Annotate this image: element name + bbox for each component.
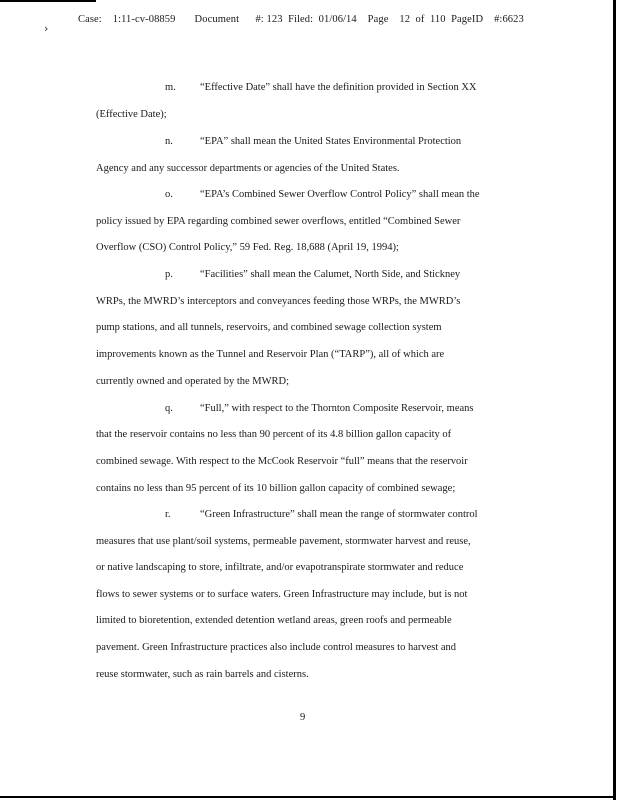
paragraph-line: currently owned and operated by the MWRD; [96, 376, 290, 387]
paragraph-line: that the reservoir contains no less than 90 percent of its 4.8 billion gallon capacity of [96, 429, 452, 440]
total-pages: 110 [429, 14, 446, 25]
paragraph-line: measures that use plant/soil systems, permeable pavement, stormwater harvest and reuse, [96, 536, 471, 547]
pageid: #:6623 [494, 14, 524, 25]
paragraph-line: pavement. Green Infrastructure practices also include control measures to harvest and [96, 642, 457, 653]
case-label: Case: [78, 14, 102, 25]
case-number: 1:11-cv-08859 [112, 14, 176, 25]
paragraph-line: flows to sewer systems or to surface waters. Green Infrastructure may include, but is not [96, 589, 468, 600]
paragraph-line: (Effective Date); [96, 109, 167, 120]
paragraph-line: “Effective Date” shall have the definition provided in Section XX [200, 82, 477, 93]
paragraph-letter: o. [165, 189, 173, 200]
paragraph-line: limited to bioretention, extended detention wetland areas, green roofs and permeable [96, 615, 452, 626]
page-footer-number: 9 [300, 712, 306, 723]
paragraph-line: “EPA” shall mean the United States Environmental Protection [200, 136, 462, 147]
paragraph-line: policy issued by EPA regarding combined sewer overflows, entitled “Combined Sewer [96, 216, 461, 227]
scan-border-right [613, 0, 616, 800]
paragraph-line: “Green Infrastructure” shall mean the range of stormwater control [200, 509, 478, 520]
paragraph-line: contains no less than 95 percent of its 10 billion gallon capacity of combined sewage; [96, 483, 456, 494]
paragraph-line: Overflow (CSO) Control Policy,” 59 Fed. Reg. 18,688 (April 19, 1994); [96, 242, 399, 253]
paragraph-line: Agency and any successor departments or agencies of the United States. [96, 163, 400, 174]
filed-label: Filed: [288, 14, 314, 25]
paragraph-line: WRPs, the MWRD’s interceptors and conveyances feeding those WRPs, the MWRD’s [96, 296, 461, 307]
scan-border-bottom [0, 796, 616, 798]
paragraph-letter: n. [165, 136, 173, 147]
case-header [78, 14, 524, 25]
margin-mark: › [44, 22, 49, 35]
of-label: of [415, 14, 425, 25]
paragraph-letter: q. [165, 403, 173, 414]
paragraph-line: “EPA’s Combined Sewer Overflow Control Policy” shall mean the [200, 189, 480, 200]
paragraph-line: “Facilities” shall mean the Calumet, North Side, and Stickney [200, 269, 461, 280]
document-label: Document [194, 14, 240, 25]
page-label: Page [367, 14, 389, 25]
pageid-label: PageID [451, 14, 484, 25]
filed-date: 01/06/14 [318, 14, 357, 25]
paragraph-line: combined sewage. With respect to the McCook Reservoir “full” means that the reservoir [96, 456, 468, 467]
paragraph-letter: m. [165, 82, 176, 93]
paragraph-line: pump stations, and all tunnels, reservoirs, and combined sewage collection system [96, 322, 442, 333]
page-number: 12 [399, 14, 411, 25]
paragraph-letter: r. [165, 509, 171, 520]
paragraph-letter: p. [165, 269, 173, 280]
document-number: #: 123 [255, 14, 283, 25]
paragraph-line: reuse stormwater, such as rain barrels and cisterns. [96, 669, 309, 680]
paragraph-line: improvements known as the Tunnel and Reservoir Plan (“TARP”), all of which are [96, 349, 445, 360]
paragraph-line: or native landscaping to store, infiltrate, and/or evapotranspirate stormwater and reduce [96, 562, 464, 573]
scan-border-top [0, 0, 96, 2]
paragraph-line: “Full,” with respect to the Thornton Composite Reservoir, means [200, 403, 474, 414]
